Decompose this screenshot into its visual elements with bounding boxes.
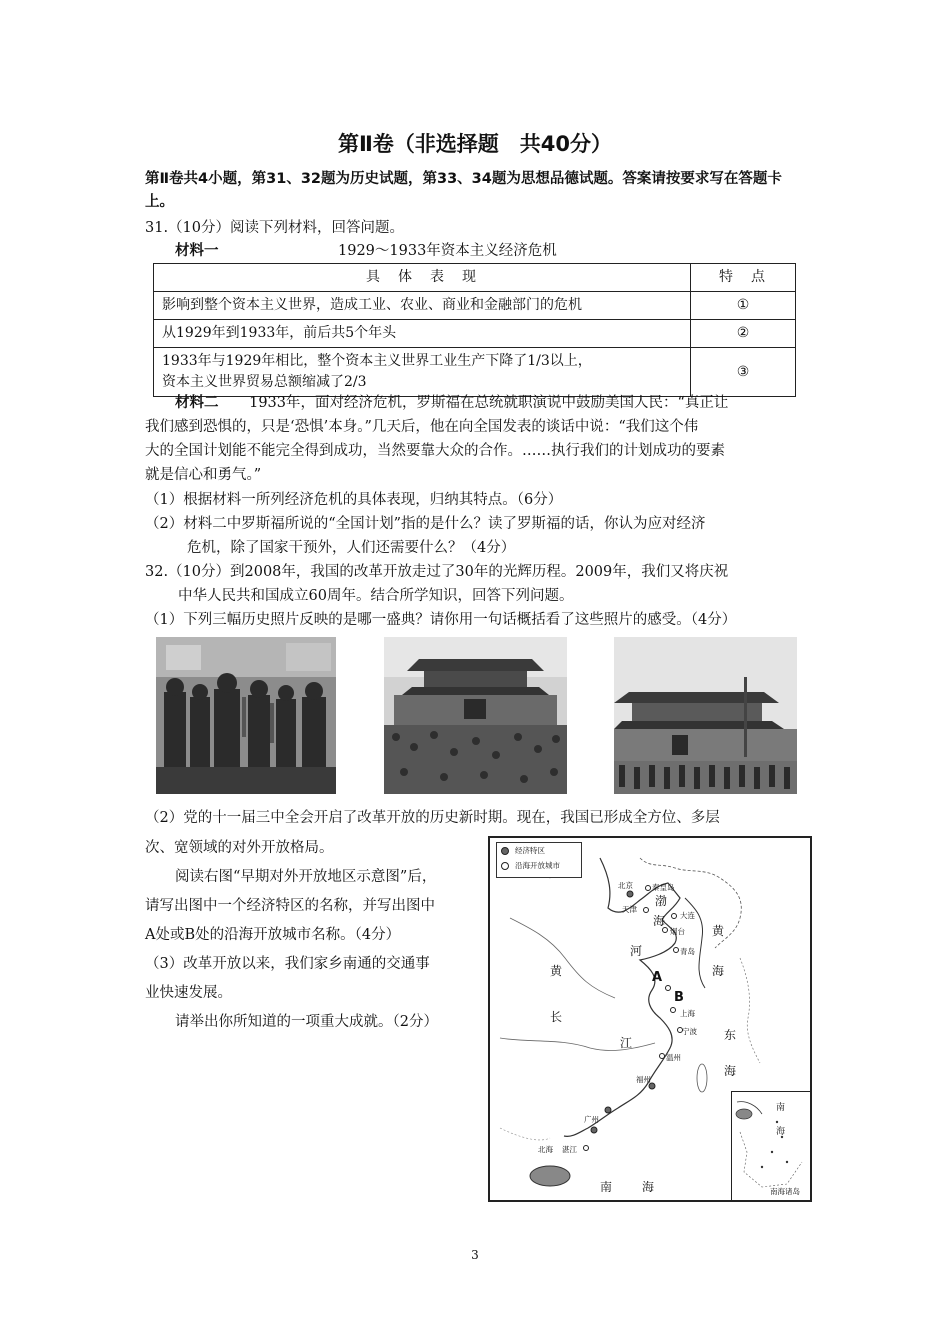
- q32-sub2: （2）党的十一届三中全会开启了改革开放的历史新时期。现在，我国已形成全方位、多层: [145, 810, 720, 826]
- material2-line: 我们感到恐惧的，只是‘恐惧’本身。”几天后，他在向全国发表的谈话中说：“我们这个伟: [145, 419, 699, 435]
- material1-title: 1929～1933年资本主义经济危机: [338, 243, 557, 259]
- historical-photo-1: [156, 637, 336, 794]
- map-label-beijing: 北京: [618, 881, 633, 890]
- table-cell-text: 从1929年到1933年，前后共5个年头: [154, 320, 691, 348]
- map-label-dong: 东: [724, 1028, 737, 1042]
- table-cell-line: 1933年与1929年相比，整个资本主义世界工业生产下降了1/3以上，: [162, 353, 592, 369]
- inset-caption: 南海诸岛: [770, 1187, 800, 1196]
- map-label-hai-3: 海: [724, 1064, 737, 1078]
- table-cell-line: 资本主义世界贸易总额缩减了2/3: [162, 374, 367, 390]
- map-label-qinhuangdao: 秦皇岛: [652, 883, 675, 892]
- table-cell-mark: ③: [691, 348, 796, 397]
- table-header-right: 特 点: [691, 264, 796, 292]
- inset-label-hai: 海: [776, 1127, 786, 1137]
- table-row: [154, 348, 796, 397]
- map-label-qingdao: 青岛: [680, 947, 695, 956]
- section-title: 第Ⅱ卷（非选择题 共40分）: [337, 132, 613, 156]
- q32-stem-cont: 中华人民共和国成立60周年。结合所学知识，回答下列问题。: [178, 588, 574, 604]
- map-label-fuzhou: 福州: [636, 1075, 651, 1084]
- q32-sub2-cont: A处或B处的沿海开放城市名称。（4分）: [145, 927, 401, 943]
- south-china-sea-inset: [731, 1091, 810, 1200]
- material2-line: [175, 393, 728, 413]
- q32-sub1: （1）下列三幅历史照片反映的是哪一盛典？请你用一句话概括看了这些照片的感受。（4分）: [145, 612, 737, 628]
- table-cell-mark: ②: [691, 320, 796, 348]
- material1-label: 材料一: [175, 243, 219, 259]
- map-label-jiang: 江: [620, 1036, 633, 1050]
- map-label-zhanjiang: 湛江: [562, 1145, 577, 1154]
- map-label-huang-sea: 黄: [712, 924, 725, 938]
- map-marker-b: B: [674, 990, 684, 1005]
- q32-sub2-cont: 次、宽领域的对外开放格局。: [145, 840, 334, 856]
- historical-photo-2: [384, 637, 567, 794]
- map-label-hai-4: 海: [642, 1180, 655, 1194]
- opening-regions-map: [488, 836, 812, 1202]
- map-legend: [496, 842, 582, 878]
- q32-sub3-cont: 请举出你所知道的一项重大成就。（2分）: [175, 1014, 438, 1030]
- historical-photo-3: [614, 637, 797, 794]
- zone-dot-icon: [501, 847, 509, 855]
- q31-sub2: （2）材料二中罗斯福所说的“全国计划”指的是什么？读了罗斯福的话，你认为应对经济: [145, 516, 706, 532]
- map-label-guangzhou: 广州: [584, 1115, 599, 1124]
- table-header-left: 具 体 表 现: [154, 264, 691, 292]
- legend-zone-label: 经济特区: [515, 846, 545, 855]
- map-label-nan: 南: [600, 1180, 613, 1194]
- material2-label: 材料二: [175, 395, 219, 411]
- material2-line: 大的全国计划能不能完全得到成功，当然要靠大众的合作。……执行我们的计划成功的要素: [145, 443, 725, 459]
- page-number: 3: [471, 1248, 479, 1262]
- map-label-chang: 长: [550, 1010, 563, 1024]
- table-cell-mark: ①: [691, 292, 796, 320]
- inset-drawing: [732, 1092, 810, 1200]
- material2-text: 1933年，面对经济危机，罗斯福在总统就职演说中鼓励美国人民：“真正让: [249, 395, 729, 411]
- legend-city: [497, 858, 581, 873]
- q32-sub2-cont: 请写出图中一个经济特区的名称，并写出图中: [145, 898, 435, 914]
- q31-stem: 31.（10分）阅读下列材料，回答问题。: [145, 220, 405, 236]
- material2-line: 就是信心和勇气。”: [145, 467, 262, 483]
- map-label-beihai: 北海: [538, 1145, 553, 1154]
- table-cell-text: [154, 348, 691, 397]
- map-label-wenzhou: 温州: [666, 1053, 681, 1062]
- map-label-hai-2: 海: [712, 964, 725, 978]
- map-label-yantai: 烟台: [670, 927, 685, 936]
- map-label-dalian: 大连: [680, 911, 695, 920]
- q31-sub1: （1）根据材料一所列经济危机的具体表现，归纳其特点。（6分）: [145, 492, 563, 508]
- map-label-hai: 海: [653, 914, 666, 928]
- legend-city-label: 沿海开放城市: [515, 861, 560, 870]
- table-cell-text: 影响到整个资本主义世界，造成工业、农业、商业和金融部门的危机: [154, 292, 691, 320]
- crisis-table: [153, 263, 796, 397]
- q31-sub2-cont: 危机，除了国家干预外，人们还需要什么？（4分）: [187, 540, 516, 556]
- map-marker-a: A: [652, 970, 663, 985]
- map-label-huang-river: 黄: [550, 964, 563, 978]
- legend-zone: [497, 843, 581, 858]
- q32-sub3-cont: 业快速发展。: [145, 985, 232, 1001]
- map-label-tianjin: 天津: [622, 905, 637, 914]
- map-label-shanghai: 上海: [680, 1009, 695, 1018]
- table-row: [154, 320, 796, 348]
- map-label-bo: 渤: [655, 894, 668, 908]
- map-label-ningbo: 宁波: [682, 1027, 697, 1036]
- section-instructions: 第Ⅱ卷共4小题，第31、32题为历史试题，第33、34题为思想品德试题。答案请按要求写在答题卡上。: [145, 171, 782, 210]
- q32-stem: 32.（10分）到2008年，我国的改革开放走过了30年的光辉历程。2009年，我们又将庆祝: [145, 564, 729, 580]
- inset-label-nan: 南: [776, 1103, 786, 1113]
- map-label-he: 河: [630, 944, 643, 958]
- q32-sub2-cont: 阅读右图“早期对外开放地区示意图”后，: [175, 869, 437, 885]
- q32-sub3: （3）改革开放以来，我们家乡南通的交通事: [145, 956, 430, 972]
- city-dot-icon: [501, 862, 509, 870]
- table-header-row: [154, 264, 796, 292]
- table-row: [154, 292, 796, 320]
